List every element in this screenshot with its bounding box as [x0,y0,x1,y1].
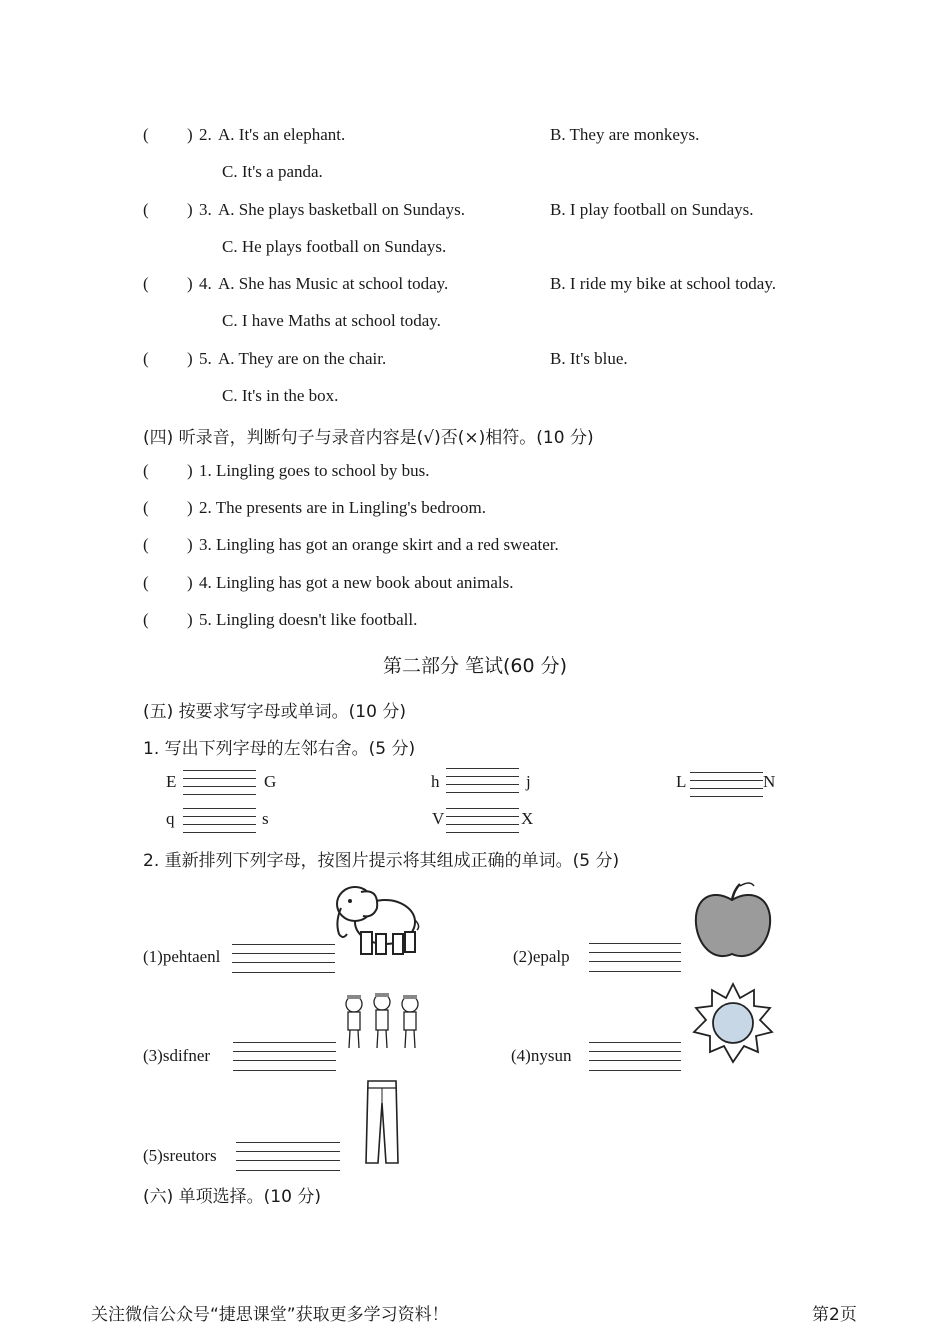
letter-n: N [763,772,776,791]
option-b: B. They are monkeys. [550,125,700,144]
judge-item-2: 2. The presents are in Lingling's bedroom. [199,498,486,517]
writing-lines[interactable] [183,768,256,804]
answer-paren-open: ( [143,498,149,517]
writing-lines[interactable] [589,1041,681,1075]
option-a: A. She has Music at school today. [218,274,449,293]
friends-picture [338,990,426,1052]
letter-j: j [526,772,531,791]
letter-s: s [262,809,269,828]
writing-lines[interactable] [232,943,335,977]
option-b: B. I play football on Sundays. [550,200,754,219]
answer-paren-close: ) [187,274,193,293]
letter-l: L [676,772,687,791]
elephant-picture [333,882,421,958]
item-number: 2. [199,125,212,144]
option-b: B. I ride my bike at school today. [550,274,776,293]
trousers-picture [364,1079,400,1165]
option-c: C. It's a panda. [222,162,323,181]
writing-lines[interactable] [236,1141,340,1175]
section5-q2-title: 2. 重新排列下列字母，按图片提示将其组成正确的单词。(5 分) [143,851,620,871]
answer-paren-close: ) [187,349,193,368]
answer-paren-open: ( [143,573,149,592]
scrambled-word-5: (5)sreutors [143,1146,217,1165]
section6-title: (六) 单项选择。(10 分) [143,1187,321,1207]
option-a: A. She plays basketball on Sundays. [218,200,465,219]
answer-paren-close: ) [187,610,193,629]
sun-picture [692,982,774,1064]
answer-paren-open: ( [143,349,149,368]
option-b: B. It's blue. [550,349,628,368]
letter-x: X [521,809,534,828]
section4-title: (四) 听录音，判断句子与录音内容是(√)否(×)相符。(10 分) [143,428,594,448]
scrambled-word-3: (3)sdifner [143,1046,211,1065]
option-a: A. It's an elephant. [218,125,346,144]
scrambled-word-1: (1)pehtaenl [143,947,221,966]
answer-paren-open: ( [143,610,149,629]
answer-paren-close: ) [187,498,193,517]
writing-lines[interactable] [446,766,519,802]
letter-e: E [166,772,177,791]
page-number: 第2页 [812,1305,857,1325]
judge-item-3: 3. Lingling has got an orange skirt and a red sweater. [199,535,559,554]
section5-title: (五) 按要求写字母或单词。(10 分) [143,702,406,722]
answer-paren-open: ( [143,535,149,554]
item-number: 5. [199,349,212,368]
judge-item-5: 5. Lingling doesn't like football. [199,610,418,629]
answer-paren-close: ) [187,461,193,480]
answer-paren-close: ) [187,573,193,592]
letter-g: G [264,772,277,791]
judge-item-4: 4. Lingling has got a new book about animals. [199,573,514,592]
option-c: C. It's in the box. [222,386,339,405]
writing-lines[interactable] [690,770,763,806]
apple-picture [692,880,772,962]
writing-lines[interactable] [233,1041,336,1075]
option-a: A. They are on the chair. [218,349,387,368]
judge-item-1: 1. Lingling goes to school by bus. [199,461,430,480]
letter-q: q [166,809,175,828]
scrambled-word-4: (4)nysun [511,1046,572,1065]
answer-paren-open: ( [143,461,149,480]
answer-paren-close: ) [187,535,193,554]
writing-lines[interactable] [589,942,681,976]
part2-title: 第二部分 笔试(60 分) [382,655,568,677]
option-c: C. He plays football on Sundays. [222,237,447,256]
writing-lines[interactable] [446,806,519,842]
footer-promo: 关注微信公众号“捷思课堂”获取更多学习资料！ [91,1305,449,1325]
answer-paren-open: ( [143,125,149,144]
answer-paren-open: ( [143,274,149,293]
option-c: C. I have Maths at school today. [222,311,441,330]
answer-paren-open: ( [143,200,149,219]
answer-paren-close: ) [187,200,193,219]
section5-q1-title: 1. 写出下列字母的左邻右舍。(5 分) [143,739,416,759]
answer-paren-close: ) [187,125,193,144]
writing-lines[interactable] [183,806,256,842]
item-number: 3. [199,200,212,219]
letter-h: h [431,772,440,791]
letter-v: V [432,809,445,828]
scrambled-word-2: (2)epalp [513,947,570,966]
item-number: 4. [199,274,212,293]
